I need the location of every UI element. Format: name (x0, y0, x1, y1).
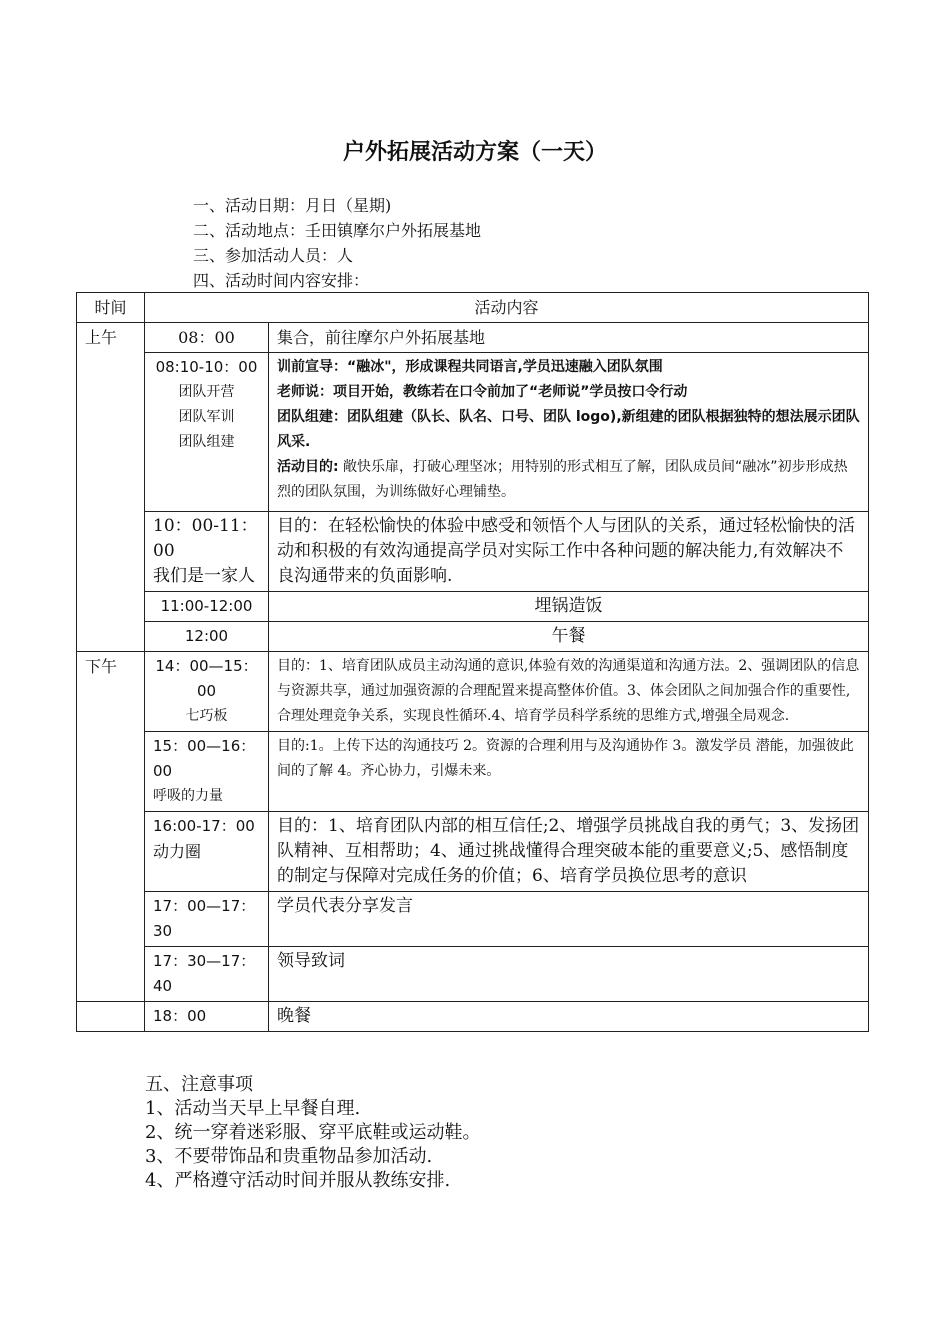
row-time-cell (145, 732, 269, 812)
header-content: 活动内容 (145, 293, 869, 323)
info-section (193, 193, 481, 293)
table-row (77, 512, 869, 592)
info-date: 一、活动日期：月日（星期) (193, 196, 392, 215)
table-row (77, 1002, 869, 1032)
row-time-cell (145, 512, 269, 592)
row-subitem: 团队开营 (178, 384, 235, 400)
row-time: 10：00-11：00 (153, 516, 258, 561)
purpose-text: 敞快乐扉，打破心理坚冰；用特别的形式相互了解，团队成员间“融冰”初步形成热烈的团队氛围，为训练做好心理铺垫。 (277, 459, 848, 500)
info-location: 二、活动地点：壬田镇摩尔户外拓展基地 (193, 221, 482, 240)
row-content: 目的:1。上传下达的沟通技巧 2。资源的合理利用与及沟通协作 3。激发学员 潜能，加强彼此间的了解 4。齐心协力，引爆未来。 (269, 732, 869, 812)
row-activity-name: 呼吸的力量 (153, 788, 223, 804)
row-time-cell (145, 353, 269, 512)
row-content: 目的：1、培育团队成员主动沟通的意识,体验有效的沟通渠道和沟通方法。2、强调团队的信息与资源共享，通过加强资源的合理配置来提高整体价值。3、体会团队之间加强合作的重要性,合理处理竞争关系，实现良性循环.4、培育学员科学系统的思维方式,增强全局观念. (269, 652, 869, 732)
row-line: 老师说：项目开始，教练若在口令前加了“老师说”学员按口令行动 (277, 384, 688, 400)
row-time: 15：00—16：00 (153, 737, 256, 780)
row-time: 12:00 (145, 622, 269, 652)
row-time-cell (145, 812, 269, 892)
note-item: 2、统一穿着迷彩服、穿平底鞋或运动鞋。 (145, 1122, 481, 1143)
row-time: 08：00 (145, 323, 269, 353)
note-item: 4、严格遵守活动时间并服从教练安排. (145, 1170, 451, 1191)
table-row (77, 812, 869, 892)
row-time-cell (145, 652, 269, 732)
schedule-table (76, 292, 869, 1032)
table-header-row (77, 293, 869, 323)
row-content-cell (269, 353, 869, 512)
table-row (77, 947, 869, 1002)
row-content: 埋锅造饭 (269, 592, 869, 622)
table-row (77, 353, 869, 512)
table-row (77, 323, 869, 353)
row-activity-name: 七巧板 (185, 708, 228, 724)
header-time: 时间 (77, 293, 145, 323)
notes-heading: 五、注意事项 (145, 1074, 253, 1095)
purpose-label: 活动目的: (277, 459, 339, 475)
row-time: 08:10-10：00 (155, 358, 258, 376)
period-morning: 上午 (77, 323, 145, 652)
row-content: 集合，前往摩尔户外拓展基地 (269, 323, 869, 353)
row-time: 18：00 (145, 1002, 269, 1032)
row-time: 14：00—15：00 (155, 657, 258, 700)
table-row (77, 732, 869, 812)
table-row (77, 592, 869, 622)
row-content: 午餐 (269, 622, 869, 652)
row-content: 目的：在轻松愉快的体验中感受和领悟个人与团队的关系，通过轻松愉快的活动和积极的有效沟通提高学员对实际工作中各种问题的解决能力,有效解决不良沟通带来的负面影响. (269, 512, 869, 592)
period-afternoon: 下午 (77, 652, 145, 1002)
info-schedule-heading: 四、活动时间内容安排： (193, 271, 370, 290)
notes-section (145, 1073, 480, 1193)
row-subitem: 团队军训 (178, 409, 235, 425)
row-activity-name: 我们是一家人 (153, 566, 255, 586)
row-line: 训前宣导：“融冰"，形成课程共同语言,学员迅速融入团队氛围 (277, 359, 663, 375)
period-blank (77, 1002, 145, 1032)
note-item: 3、不要带饰品和贵重物品参加活动. (145, 1146, 433, 1167)
row-line (277, 455, 860, 509)
row-content: 晚餐 (269, 1002, 869, 1032)
row-activity-name: 动力圈 (153, 842, 202, 861)
row-time: 17：00—17：30 (145, 892, 269, 947)
table-row (77, 892, 869, 947)
info-participants: 三、参加活动人员：人 (193, 246, 354, 265)
row-content: 目的：1、培育团队内部的相互信任;2、增强学员挑战自我的勇气；3、发扬团队精神、互相帮助；4、通过挑战懂得合理突破本能的重要意义;5、感悟制度的制定与保障对完成任务的价值；6、培育学员换位思考的意识 (269, 812, 869, 892)
page-title: 户外拓展活动方案（一天） (342, 140, 607, 165)
row-time: 16:00-17：00 (153, 817, 255, 835)
note-item: 1、活动当天早上早餐自理. (145, 1098, 361, 1119)
row-line: 团队组建：团队组建（队长、队名、口号、团队 logo),新组建的团队根据独特的想法展示团队风采. (277, 409, 860, 450)
table-row (77, 622, 869, 652)
row-content: 领导致词 (269, 947, 869, 1002)
table-row (77, 652, 869, 732)
row-time: 11:00-12:00 (145, 592, 269, 622)
row-content: 学员代表分享发言 (269, 892, 869, 947)
row-subitem: 团队组建 (178, 434, 235, 450)
row-time: 17：30—17：40 (145, 947, 269, 1002)
